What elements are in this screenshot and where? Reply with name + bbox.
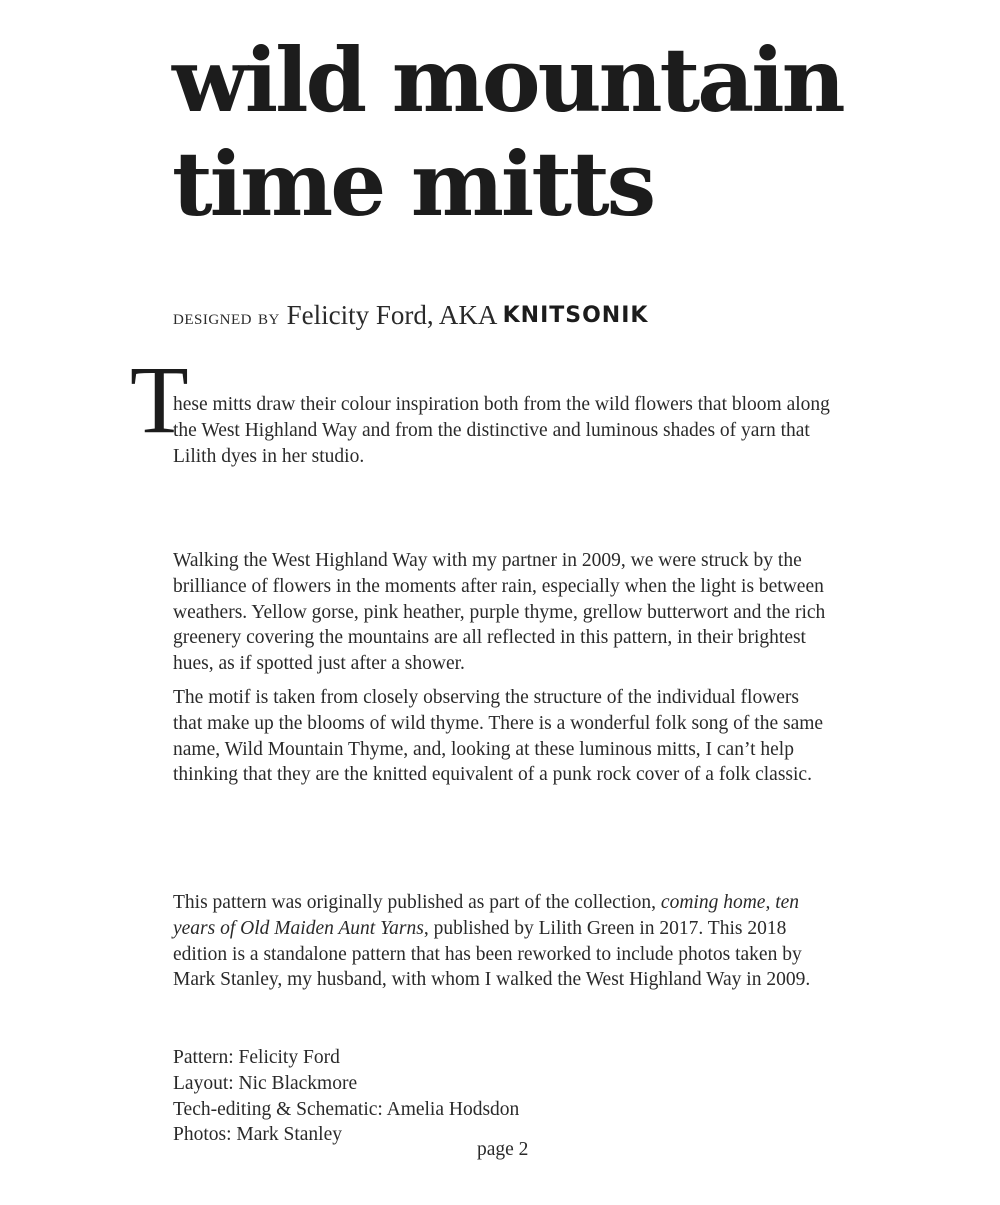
publication-note-end: , published by Lilith Green in 2017. This 2018 edition is a standalone pattern that has been reworked to include photos taken by Mark Stanley, my husband, with whom I walked the West Highland Way in 2009.: [173, 917, 811, 991]
collection-title: coming home, ten years of Old Maiden Aunt Yarns: [173, 892, 800, 939]
body-paragraph-motif: The motif is taken from closely observing the structure of the individual flowers that make up the blooms of wild thyme. There is a wonderful folk song of the same name, Wild Mountain Thyme, and, looking at these luminous mitts, I can’t help thinking that they are the knitted equivalent of a punk rock cover of a folk classic.: [173, 687, 824, 786]
designed-by-label: designed by: [173, 304, 280, 329]
credit-pattern: Pattern: Felicity Ford: [173, 1047, 340, 1068]
intro-paragraph: hese mitts draw their colour inspiration both from the wild flowers that bloom along the West Highland Way and from the distinctive and luminous shades of yarn that Lilith dyes in her studio.: [173, 394, 830, 467]
credit-photos: Photos: Mark Stanley: [173, 1124, 342, 1146]
title-line-2: time mitts: [172, 132, 654, 236]
publication-note: [173, 890, 833, 993]
credits-list: [173, 1045, 519, 1148]
drop-cap: T: [130, 346, 189, 453]
title-line-1: wild mountain: [172, 28, 843, 132]
designer-byline: [173, 300, 648, 331]
page-number: page 2: [477, 1139, 529, 1160]
page-title: [172, 28, 843, 236]
designer-name: Felicity Ford, AKA: [286, 300, 496, 330]
body-paragraph-walking: Walking the West Highland Way with my partner in 2009, we were struck by the brilliance of flowers in the moments after rain, especially when the light is between weathers. Yellow gorse, pink heather, purple thyme, grellow butterwort and the rich greenery covering the mountains are all reflected in this pattern, in their brightest hues, as if spotted just after a shower.: [173, 550, 826, 675]
credit-layout: Layout: Nic Blackmore: [173, 1072, 358, 1094]
credit-tech-editing: Tech-editing & Schematic: Amelia Hodsdon: [173, 1098, 520, 1120]
publication-note-start: This pattern was originally published as part of the collection,: [173, 892, 661, 913]
knitsonik-logo: KNITSONIK: [502, 303, 649, 328]
